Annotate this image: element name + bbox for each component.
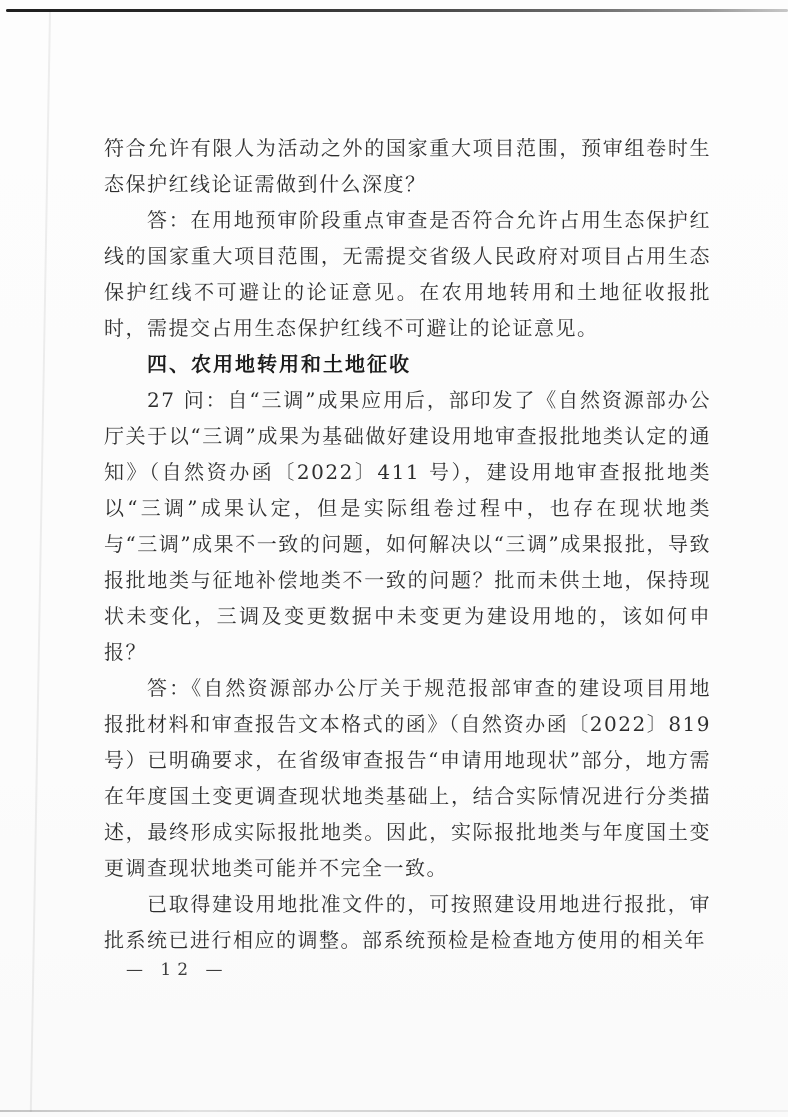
paragraph-answer: 答：在用地预审阶段重点审查是否符合允许占用生态保护红线的国家重大项目范围，无需提交省级人民政府对项目占用生态保护红线不可避让的论证意见。在农用地转用和土地征收报批时，需提交占用生态保护红线不可避让的论证意见。 (104, 208, 711, 340)
paragraph-answer-27-continued: 已取得建设用地批准文件的，可按照建设用地进行报批，审批系统已进行相应的调整。部系统预检是检查地方使用的相关年 (104, 892, 711, 952)
scan-artifact-left-crease (30, 12, 51, 1112)
page-number: — 12 — (126, 960, 229, 980)
paragraph-question-27: 27 问：自“三调”成果应用后，部印发了《自然资源部办公厅关于以“三调”成果为基础做好建设用地审查报批地类认定的通知》（自然资办函〔2022〕411 号），建设用地审查报批地类以“三调”成果认定，但是实际组卷过程中，也存在现状地类与“三调”成果不一致的问题，如何解决以“三调”成果报批，导致报批地类与征地补偿地类不一致的问题？批而未供土地，保持现状未变化，三调及变更数据中未变更为建设用地的，该如何申报？ (104, 388, 711, 664)
paragraph-answer-27: 答：《自然资源部办公厅关于规范报部审查的建设项目用地报批材料和审查报告文本格式的函》（自然资办函〔2022〕819 号）已明确要求，在省级审查报告“申请用地现状”部分，地方需在年度国土变更调查现状地类基础上，结合实际情况进行分类描述，最终形成实际报批地类。因此，实际报批地类与年度国土变更调查现状地类可能并不完全一致。 (104, 676, 711, 880)
section-heading: 四、农用地转用和土地征收 (147, 352, 411, 376)
document-body (104, 130, 711, 958)
paragraph-question-continuation: 符合允许有限人为活动之外的国家重大项目范围，预审组卷时生态保护红线论证需做到什么深度？ (104, 136, 711, 196)
scan-artifact-bottom-edge (0, 1110, 788, 1112)
scan-artifact-top-edge (6, 9, 788, 12)
